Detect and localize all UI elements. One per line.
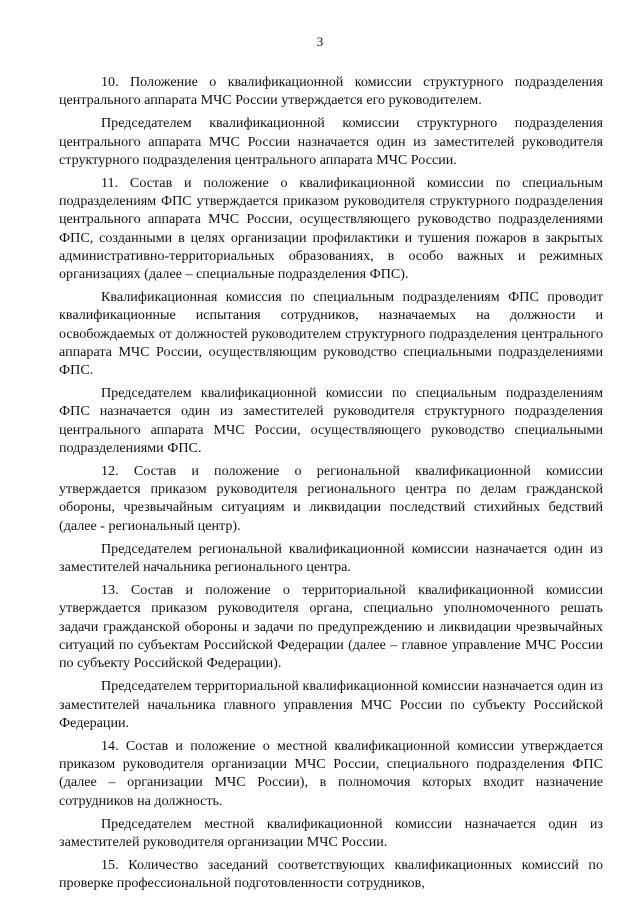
paragraph-14: 14. Состав и положение о местной квалификационной комиссии утверждается приказом руководителя организации МЧС России, специального подразделения ФПС (далее – организации МЧС России), в полномочия которых входит назначение сотрудников на должность. [59, 737, 603, 809]
paragraph-11: 11. Состав и положение о квалификационной комиссии по специальным подразделениям ФПС утверждается приказом руководителя структурного подразделения центрального аппарата МЧС России, осуществляющего руководство подразделениями ФПС, созданными в целях организации профилактики и тушения пожаров в закрытых административно-территориальных образованиях, в особо важных и режимных организациях (далее – специальные подразделения ФПС). [59, 175, 603, 283]
page-number: 3 [316, 34, 324, 49]
paragraph-14-chair: Председателем местной квалификационной комиссии назначается один из заместителей руководителя организации МЧС России. [59, 815, 603, 850]
paragraph-15: 15. Количество заседаний соответствующих квалификационных комиссий по проверке профессиональной подготовленности сотрудников, [59, 857, 603, 892]
paragraph-11-commission: Квалификационная комиссия по специальным подразделениям ФПС проводит квалификационные испытания сотрудников, назначаемых на должности и освобождаемых от должностей руководителем структурного подразделения центрального аппарата МЧС России, осуществляющим руководство специальными подразделениями ФПС. [59, 289, 603, 379]
paragraph-13-chair: Председателем территориальной квалификационной комиссии назначается один из заместителей начальника главного управления МЧС России по субъекту Российской Федерации. [59, 678, 603, 731]
paragraph-11-chair: Председателем квалификационной комиссии по специальным подразделениям ФПС назначается один из заместителей руководителя структурного подразделения центрального аппарата МЧС России, осуществляющего руководство специальными подразделениями ФПС. [59, 385, 603, 456]
paragraph-12-chair: Председателем региональной квалификационной комиссии назначается один из заместителей начальника регионального центра. [59, 540, 603, 576]
paragraph-12: 12. Состав и положение о региональной квалификационной комиссии утверждается приказом руководителя регионального центра по делам гражданской обороны, чрезвычайным ситуациям и ликвидации последствий стихийных бедствий (далее - региональный центр). [59, 463, 603, 534]
document-body [59, 73, 603, 893]
paragraph-13: 13. Состав и положение о территориальной квалификационной комиссии утверждается приказом руководителя органа, специально уполномоченного решать задачи гражданской обороны и задачи по предупреждению и ликвидации чрезвычайных ситуаций по субъектам Российской Федерации (далее – главное управление МЧС России по субъекту Российской Федерации). [59, 582, 603, 672]
paragraph-10: 10. Положение о квалификационной комиссии структурного подразделения центрального аппарата МЧС России утверждается его руководителем. [59, 74, 603, 109]
paragraph-10-chair: Председателем квалификационной комиссии структурного подразделения центрального аппарата МЧС России назначается один из заместителей руководителя структурного подразделения центрального аппарата МЧС России. [59, 115, 603, 168]
